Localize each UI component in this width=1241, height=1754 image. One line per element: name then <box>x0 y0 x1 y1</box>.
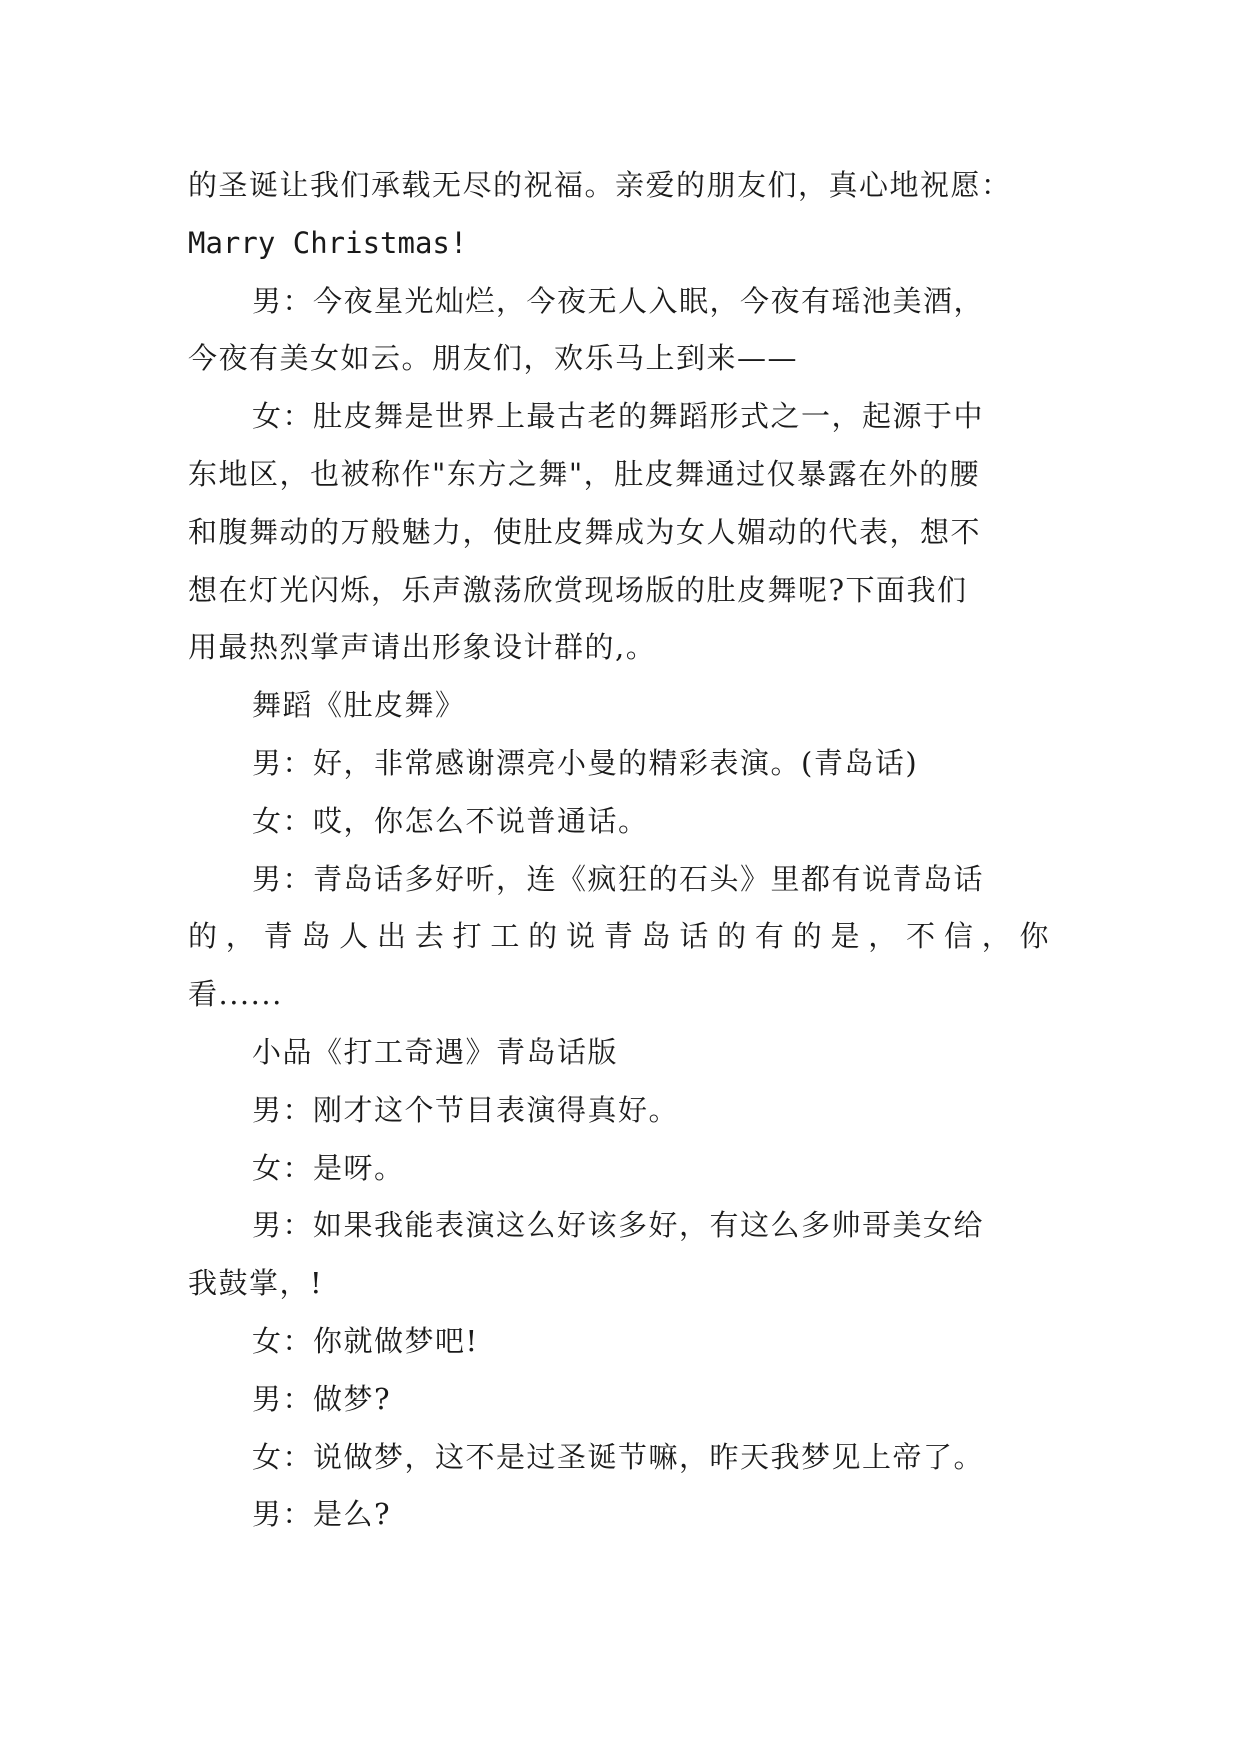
dialogue-line: 女：你就做梦吧! <box>252 1323 479 1358</box>
dialogue-line: 男：刚才这个节目表演得真好。 <box>252 1092 680 1127</box>
text-line: 和腹舞动的万般魅力，使肚皮舞成为女人媚动的代表，想不 <box>188 514 982 549</box>
text-line: 的圣诞让我们承载无尽的祝福。亲爱的朋友们，真心地祝愿： <box>188 168 1012 202</box>
program-title: 舞蹈《肚皮舞》 <box>252 688 466 723</box>
text-line: 用最热烈掌声请出形象设计群的,。 <box>188 630 657 665</box>
dialogue-line: 女：肚皮舞是世界上最古老的舞蹈形式之一，起源于中 <box>252 399 985 434</box>
dialogue-line: 女：哎，你怎么不说普通话。 <box>252 803 649 838</box>
dialogue-line: 男：青岛话多好听，连《疯狂的石头》里都有说青岛话 <box>252 861 985 896</box>
dialogue-line: 女：是呀。 <box>252 1150 405 1185</box>
dialogue-line: 男：是么? <box>252 1497 392 1532</box>
dialogue-line: 男：做梦? <box>252 1381 392 1416</box>
dialogue-line: 男：好，非常感谢漂亮小曼的精彩表演。(青岛话) <box>252 745 919 780</box>
dialogue-line: 男：如果我能表演这么好该多好，有这么多帅哥美女给 <box>252 1208 985 1243</box>
text-line: 我鼓掌，! <box>188 1266 324 1301</box>
text-line: 看...... <box>188 977 283 1012</box>
text-line: 想在灯光闪烁，乐声激荡欣赏现场版的肚皮舞呢?下面我们 <box>188 572 968 607</box>
dialogue-line: 男：今夜星光灿烂，今夜无人入眠，今夜有瑶池美酒， <box>252 283 985 318</box>
text-line: 的，青岛人出去打工的说青岛话的有的是，不信，你 <box>188 919 1050 954</box>
text-line: 今夜有美女如云。朋友们，欢乐马上到来—— <box>188 341 799 376</box>
program-title: 小品《打工奇遇》青岛话版 <box>252 1034 619 1069</box>
text-line: Marry Christmas! <box>188 225 468 260</box>
text-line: 东地区，也被称作"东方之舞"，肚皮舞通过仅暴露在外的腰 <box>188 456 981 491</box>
dialogue-line: 女：说做梦，这不是过圣诞节嘛，昨天我梦见上帝了。 <box>252 1439 985 1474</box>
document-body <box>188 157 1050 1544</box>
